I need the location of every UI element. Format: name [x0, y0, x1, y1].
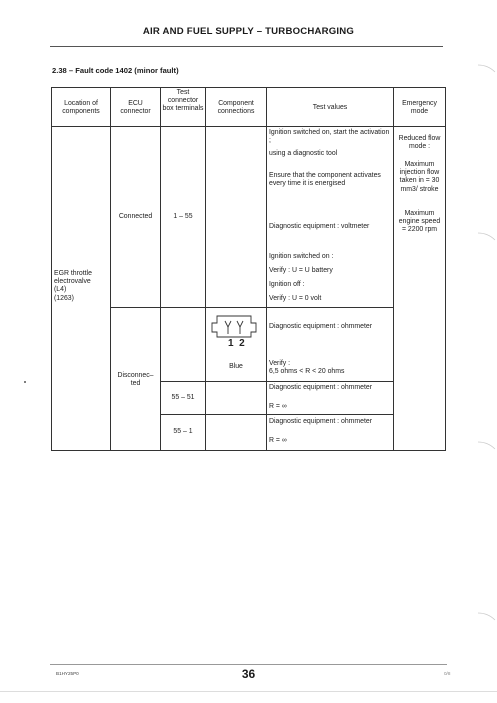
component-code-1: (L4) — [54, 286, 67, 294]
emergency-line-3: Maximum engine speed = 2200 rpm — [398, 210, 441, 234]
component-name: EGR throttle electrovalve — [54, 270, 92, 286]
row-divider-2 — [160, 414, 394, 415]
wire-color: Blue — [229, 363, 243, 370]
ecu-disconnected: Disconnec–ted — [117, 372, 154, 388]
fault-table — [51, 87, 446, 451]
component-code-2: (1263) — [54, 294, 74, 302]
connected-line-8: Verify : U = 0 volt — [269, 295, 322, 302]
title-rule — [50, 46, 443, 47]
footer-code: B1HY25P0 — [56, 671, 79, 676]
margin-dot — [24, 381, 26, 383]
emergency-line-2: Maximum injection flow taken in = 30 mm3/ stroke — [399, 161, 440, 193]
col-divider-5 — [393, 87, 394, 451]
disconnected-row2-line-2: R = ∞ — [269, 403, 287, 410]
emergency-line-1: Reduced flow mode : — [398, 135, 441, 151]
page-curl-mark-2 — [478, 228, 496, 238]
disconnected-row3-line-1: Diagnostic equipment : ohmmeter — [269, 418, 373, 425]
footer-revision: 0/8 — [444, 671, 451, 676]
col-divider-1 — [110, 87, 111, 451]
component-location — [54, 270, 108, 303]
header-test-box: Test connector box terminals — [162, 89, 204, 113]
state-divider — [110, 307, 394, 308]
section-title: 2.38 – Fault code 1402 (minor fault) — [52, 66, 179, 75]
row-divider-1 — [160, 381, 394, 382]
footer-rule — [50, 664, 447, 665]
connected-line-6: Verify : U = U battery — [269, 267, 333, 274]
page-curl-mark-4 — [478, 608, 496, 618]
connected-line-3: Ensure that the component activates every time it is energised — [269, 172, 381, 188]
ecu-connected: Connected — [118, 213, 153, 220]
connected-line-5: Ignition switched on : — [269, 253, 334, 260]
col-divider-4 — [266, 87, 267, 451]
page-curl-mark-1 — [478, 60, 496, 70]
header-rule — [51, 126, 446, 127]
header-emergency: Emergency mode — [402, 100, 437, 116]
disconnected-row1-line-2: Verify : — [269, 360, 291, 367]
disconnected-row1-line-3: 6,5 ohms < R < 20 ohms — [269, 368, 345, 375]
page-title: AIR AND FUEL SUPPLY – TURBOCHARGING — [142, 26, 355, 37]
table-border-right — [445, 87, 446, 451]
bottom-edge-rule — [0, 691, 497, 692]
terminals-connected: 1 – 55 — [173, 213, 193, 220]
connected-line-4: Diagnostic equipment : voltmeter — [269, 223, 370, 230]
col-divider-2 — [160, 87, 161, 451]
connected-line-7: Ignition off : — [269, 281, 305, 288]
header-ecu: ECU connector — [120, 100, 151, 116]
col-divider-3 — [205, 87, 206, 451]
header-test-values: Test values — [312, 104, 348, 111]
table-border-left — [51, 87, 52, 451]
connected-line-2: using a diagnostic tool — [269, 150, 338, 157]
header-location: Location of components — [62, 100, 100, 116]
disconnected-row2-terminals: 55 – 51 — [171, 394, 195, 401]
disconnected-row3-terminals: 55 – 1 — [173, 428, 193, 435]
header-component: Component connections — [217, 100, 255, 116]
page-curl-mark-3 — [478, 437, 496, 447]
disconnected-row3-line-2: R = ∞ — [269, 437, 287, 444]
page-number: 36 — [241, 667, 256, 681]
connector-pin-labels: 1 2 — [228, 338, 245, 349]
disconnected-row1-line-1: Diagnostic equipment : ohmmeter — [269, 323, 373, 330]
disconnected-row2-line-1: Diagnostic equipment : ohmmeter — [269, 384, 373, 391]
connected-line-1: Ignition switched on, start the activation ; — [269, 129, 390, 145]
